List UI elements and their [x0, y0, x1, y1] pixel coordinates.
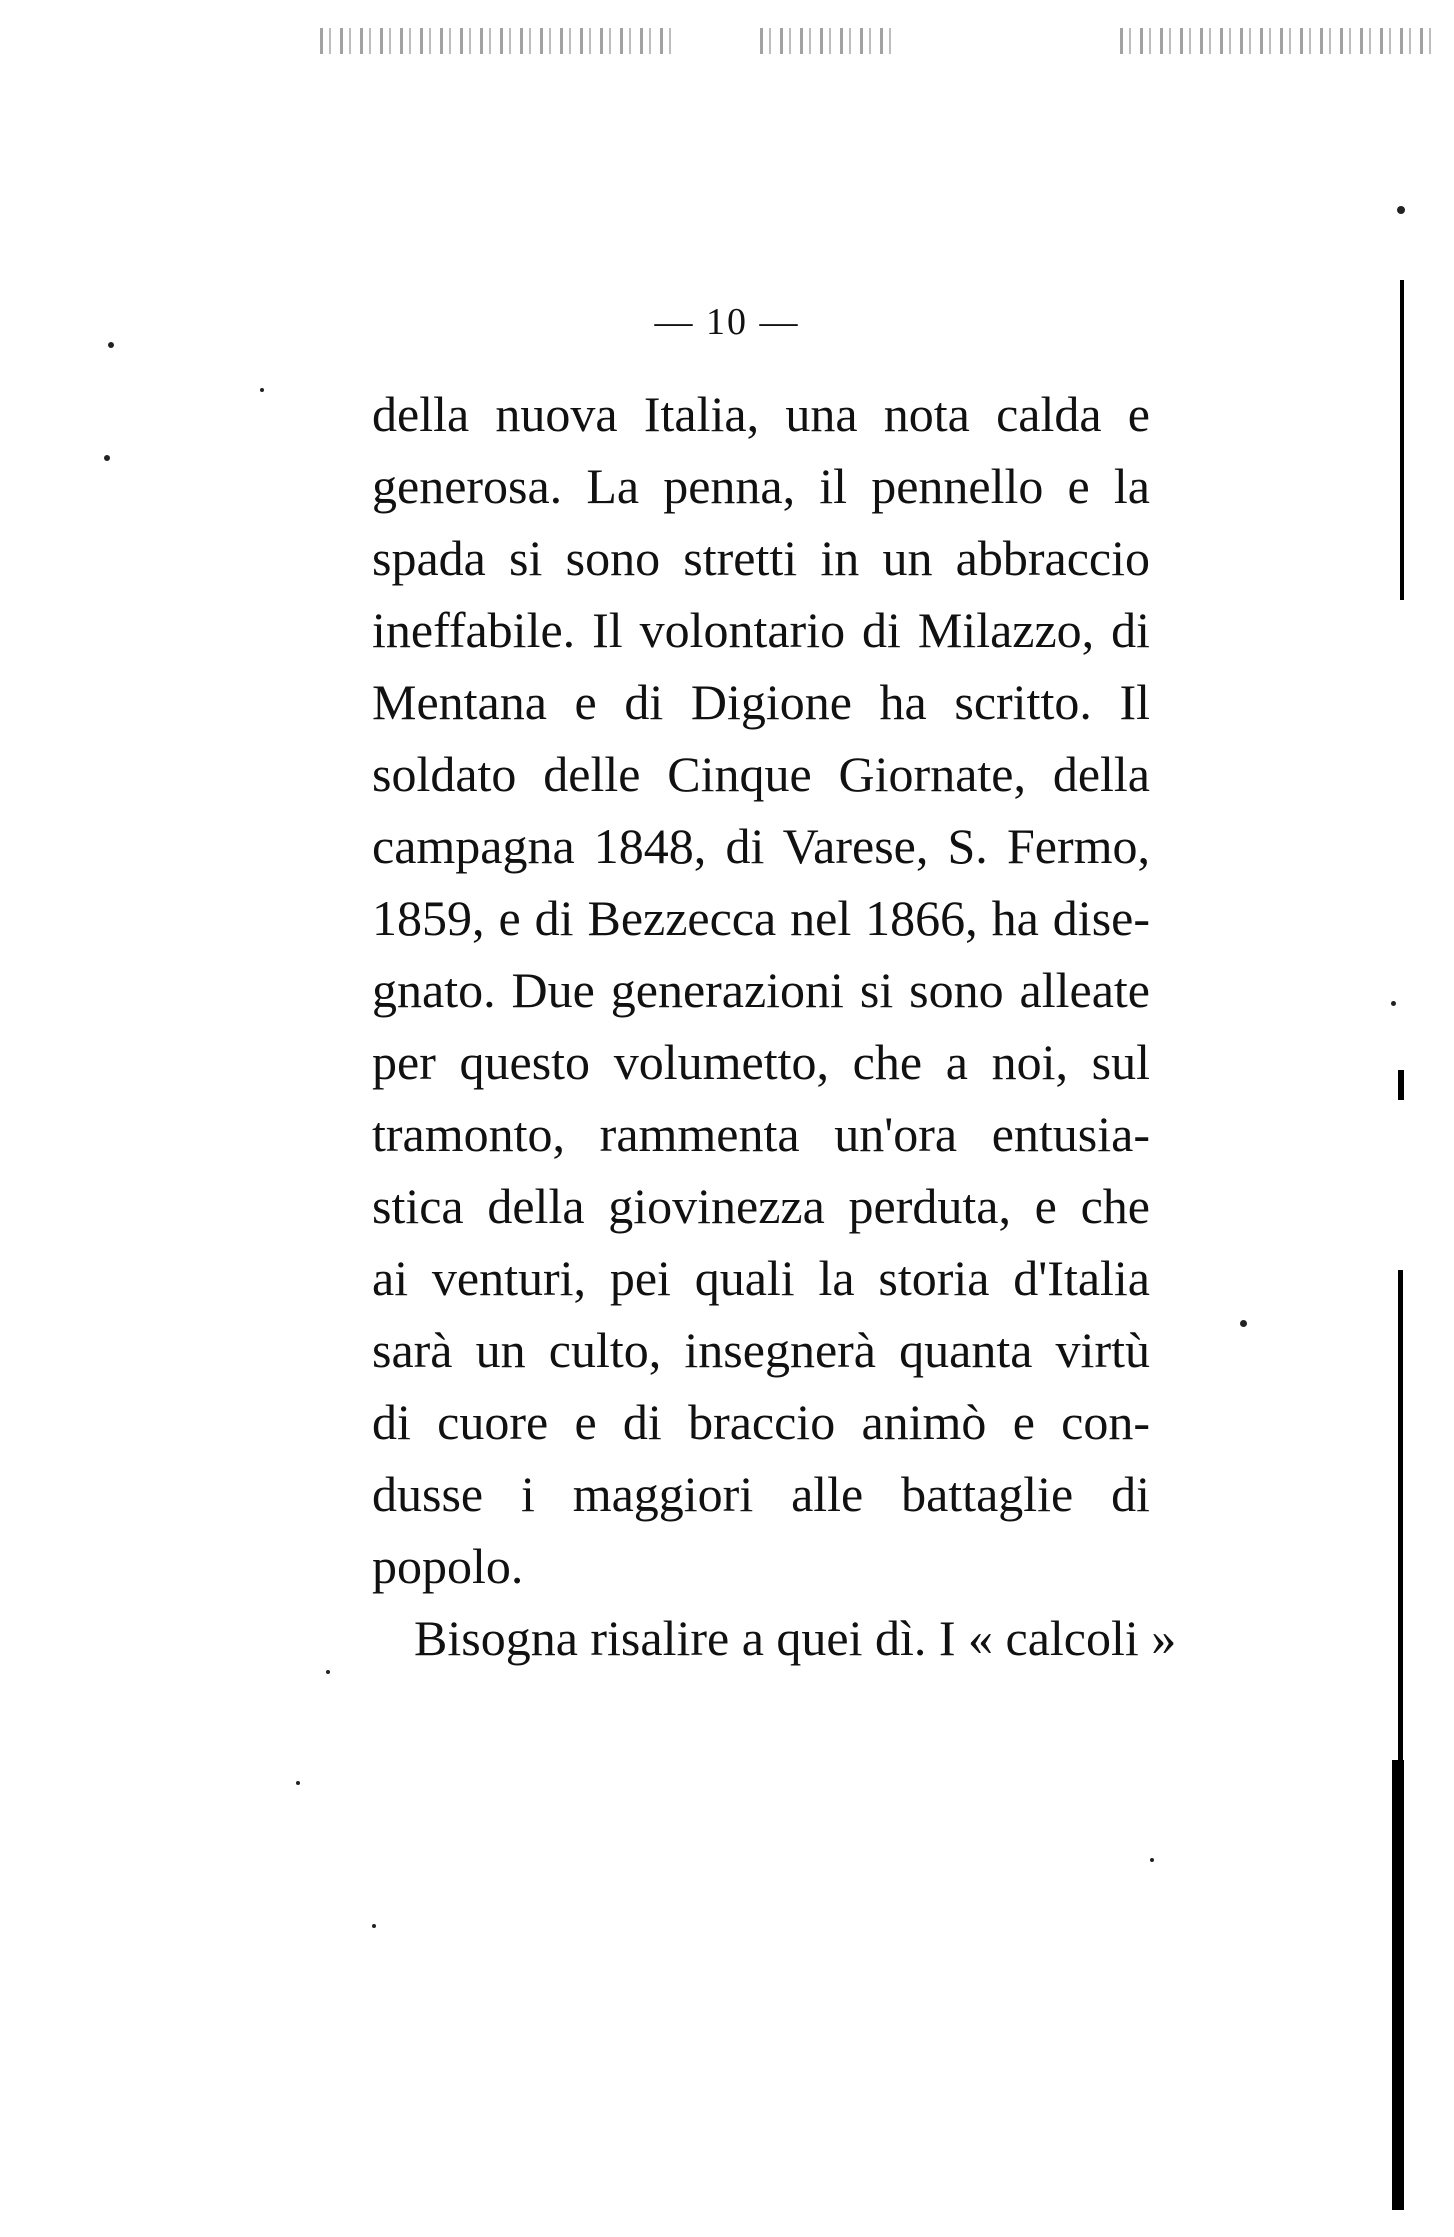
text-line: dusse i maggiori alle battaglie di — [372, 1466, 1150, 1522]
text-line: di cuore e di braccio animò e con- — [372, 1394, 1150, 1450]
scan-edge-bar-lower — [1398, 1270, 1403, 1760]
text-line: sarà un culto, insegnerà quanta virtù — [372, 1322, 1150, 1378]
scan-speck — [296, 1781, 300, 1785]
text-line: 1859, e di Bezzecca nel 1866, ha dise- — [372, 890, 1150, 946]
text-line: gnato. Due generazioni si sono alleate — [372, 962, 1150, 1018]
paragraph-start: Bisogna risalire a quei dì. I « calcoli » — [414, 1610, 1177, 1666]
text-line: popolo. — [372, 1538, 524, 1594]
scan-edge-bar-bottom — [1392, 1760, 1404, 2210]
text-line: spada si sono stretti in un abbraccio — [372, 530, 1150, 586]
scan-speck — [1397, 206, 1405, 214]
scan-speck — [1150, 1858, 1154, 1862]
text-line: generosa. La penna, il pennello e la — [372, 458, 1150, 514]
scan-speck — [104, 455, 110, 461]
scan-noise-top-mid — [760, 28, 900, 54]
text-line: stica della giovinezza perduta, e che — [372, 1178, 1150, 1234]
text-line: per questo volumetto, che a noi, sul — [372, 1034, 1150, 1090]
text-line: campagna 1848, di Varese, S. Fermo, — [372, 818, 1150, 874]
text-line: Mentana e di Digione ha scritto. Il — [372, 674, 1150, 730]
scan-speck — [260, 388, 264, 392]
text-line: soldato delle Cinque Giornate, della — [372, 746, 1150, 802]
text-line: ai venturi, pei quali la storia d'Italia — [372, 1250, 1150, 1306]
scan-noise-top-left — [320, 28, 680, 54]
scan-speck — [1391, 1001, 1396, 1006]
text-line: della nuova Italia, una nota calda e — [372, 386, 1150, 442]
scan-edge-bar-mark — [1398, 1070, 1404, 1100]
scan-speck — [326, 1670, 330, 1674]
page-number: — 10 — — [654, 301, 800, 343]
body-text — [372, 378, 1177, 1674]
text-line: ineffabile. Il volontario di Milazzo, di — [372, 602, 1150, 658]
scan-speck — [372, 1924, 376, 1928]
scan-noise-top-right — [1120, 28, 1440, 54]
text-line: tramonto, rammenta un'ora entusia- — [372, 1106, 1150, 1162]
scan-speck — [1240, 1320, 1247, 1327]
